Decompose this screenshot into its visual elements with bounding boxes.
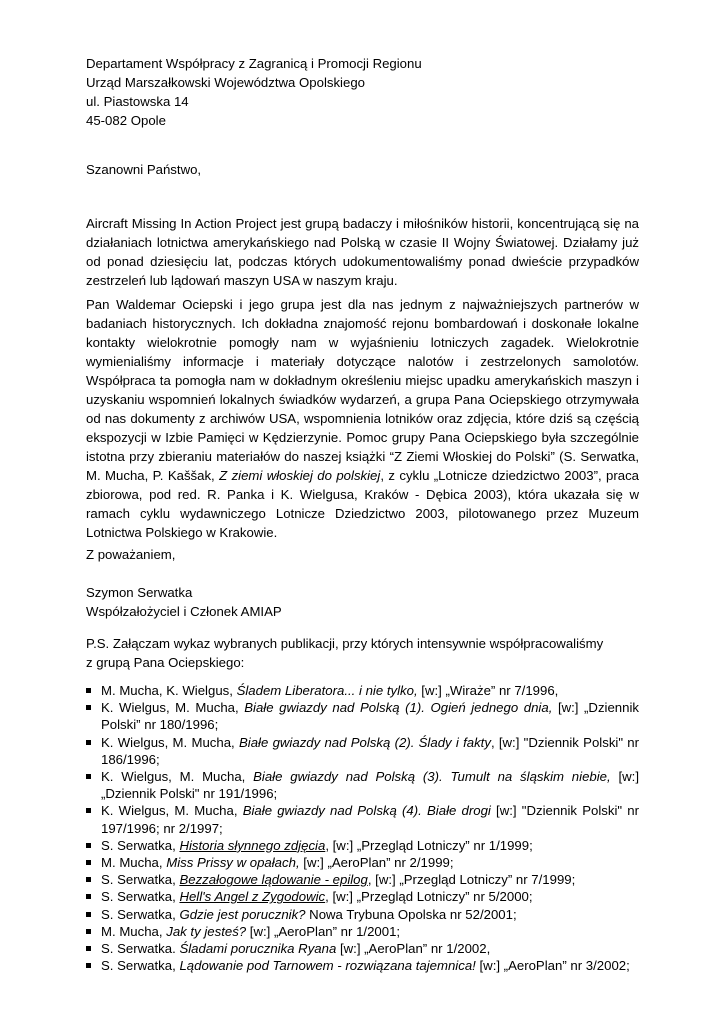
publication-authors: S. Serwatka. xyxy=(101,941,180,957)
publication-authors: S. Serwatka, xyxy=(101,906,180,922)
greeting: Szanowni Państwo, xyxy=(86,162,202,177)
address-line: Departament Współpracy z Zagranicą i Promocji Regionu xyxy=(86,56,422,71)
publication-authors: S. Serwatka, xyxy=(101,872,180,888)
publication-title: Historia słynnego zdjęcia xyxy=(179,837,326,853)
bullet-icon xyxy=(86,740,91,745)
publication-source: [w:] „Dziennik Polski” nr 180/1996; xyxy=(101,700,639,733)
publication-authors: M. Mucha, xyxy=(101,923,167,939)
publication-source: Nowa Trybuna Opolska nr 52/2001; xyxy=(305,906,517,922)
publication-item xyxy=(86,940,639,957)
publication-authors: M. Mucha, xyxy=(101,855,167,871)
publication-item xyxy=(86,682,639,699)
bullet-icon xyxy=(86,705,91,710)
publication-item xyxy=(86,871,639,888)
publication-title: Gdzie jest porucznik? xyxy=(179,906,306,922)
publication-item xyxy=(86,837,639,854)
publication-authors: K. Wielgus, M. Mucha, xyxy=(101,803,243,819)
publication-list xyxy=(86,682,639,974)
publication-item xyxy=(86,923,639,940)
publication-item xyxy=(86,768,639,802)
bullet-icon xyxy=(86,774,91,779)
publication-title: Białe gwiazdy nad Polską (3). Tumult na śląskim niebie, xyxy=(253,769,611,785)
book-title: Z ziemi włoskiej do polskiej xyxy=(219,468,381,483)
paragraph-cooperation xyxy=(86,295,639,542)
publication-authors: K. Wielgus, M. Mucha, xyxy=(101,734,239,750)
signature-name: Szymon Serwatka xyxy=(86,585,193,600)
postscript-line: P.S. Załączam wykaz wybranych publikacji, przy których intensywnie współpracowaliśmy xyxy=(86,636,604,651)
publication-authors: K. Wielgus, M. Mucha, xyxy=(101,769,254,785)
bullet-icon xyxy=(86,894,91,899)
address-line: 45-082 Opole xyxy=(86,113,166,128)
publication-source: [w:] „AeroPlan” nr 3/2002; xyxy=(475,958,630,974)
publication-title: Hell's Angel z Zygodowic xyxy=(179,889,326,905)
bullet-icon xyxy=(86,860,91,865)
publication-source: [w:] „Wiraże” nr 7/1996, xyxy=(417,683,559,698)
bullet-icon xyxy=(86,877,91,882)
publication-source: , [w:] "Dziennik Polski" nr 186/1996; xyxy=(101,734,640,767)
bullet-icon xyxy=(86,912,91,917)
signature xyxy=(86,583,282,621)
publication-title: Jak ty jesteś? xyxy=(166,923,247,939)
publication-title: Białe gwiazdy nad Polską (4). Białe drogi xyxy=(242,803,491,819)
publication-source: [w:] „AeroPlan” nr 1/2001; xyxy=(246,923,401,939)
publication-authors: S. Serwatka, xyxy=(101,958,180,974)
publication-source: [w:] "Dziennik Polski" nr 197/1996; nr 2/1997; xyxy=(101,803,639,836)
signature-role: Współzałożyciel i Członek AMIAP xyxy=(86,604,282,619)
address-line: Urząd Marszałkowski Województwa Opolskiego xyxy=(86,75,365,90)
publication-authors: S. Serwatka, xyxy=(101,837,180,853)
publication-title: Miss Prissy w opałach, xyxy=(166,855,300,871)
paragraph-text: , z cyklu „Lotnicze dziedzictwo 2003”, praca zbiorowa, pod red. R. Panka i K. Wielgusa, Kraków - Dębica 2003), która ukazała się w ramach cyklu wydawniczego Lotnicze Dziedzictwo 2003, pilotowanego przez Muzeum Lotnictwa Polskiego w Krakowie. xyxy=(86,468,640,540)
publication-source: [w:] „AeroPlan” nr 1/2002, xyxy=(336,941,491,957)
closing: Z poważaniem, xyxy=(86,547,176,562)
publication-item xyxy=(86,699,639,733)
bullet-icon xyxy=(86,808,91,813)
recipient-address xyxy=(86,54,422,130)
bullet-icon xyxy=(86,688,91,693)
paragraph-intro: Aircraft Missing In Action Project jest grupą badaczy i miłośników historii, koncentrującą się na działaniach lotnictwa amerykańskiego nad Polską w czasie II Wojny Światowej. Działamy już od ponad dziesięciu lat, podczas których udokumentowaliśmy ponad dwieście przypadków zestrzeleń lub lądowań maszyn USA w naszym kraju. xyxy=(86,216,639,288)
publication-item xyxy=(86,906,639,923)
publication-authors: S. Serwatka, xyxy=(101,889,180,905)
bullet-icon xyxy=(86,843,91,848)
bullet-icon xyxy=(86,929,91,934)
publication-source: [w:] „Dziennik Polski" nr 191/1996; xyxy=(101,769,639,802)
publication-source: [w:] „AeroPlan” nr 2/1999; xyxy=(299,855,454,871)
paragraph-text: Pan Waldemar Ociepski i jego grupa jest dla nas jednym z najważniejszych partnerów w badaniach historycznych. Ich dokładna znajomość rejonu bombardowań i doskonałe lokalne kontakty wielokrotnie pomogły nam w wyjaśnieniu lotniczych zagadek. Wielokrotnie wymienialiśmy informacje i materiały dotyczące nalotów i zestrzelonych samolotów. Współpraca ta pomogła nam w dokładnym określeniu miejsc upadku amerykańskich maszyn i uzyskaniu wspomnień lokalnych świadków wydarzeń, a grupa Pana Ociepskiego otrzymywała od nas dokumenty z archiwów USA, wspomnienia lotników oraz zdjęcia, które dziś są częścią ekspozycji w Izbie Pamięci w Kędzierzynie. Pomoc grupy Pana Ociepskiego była szczególnie istotna przy zbieraniu materiałów do naszej książki “Z Ziemi Włoskiej do Polski” (S. Serwatka, M. Mucha, P. Kaššak, xyxy=(86,297,639,483)
publication-title: Bezzałogowe lądowanie - epilog xyxy=(179,872,368,888)
publication-item xyxy=(86,888,639,905)
publication-source: , [w:] „Przegląd Lotniczy” nr 1/1999; xyxy=(325,837,533,853)
bullet-icon xyxy=(86,963,91,968)
publication-source: , [w:] „Przegląd Lotniczy” nr 7/1999; xyxy=(367,872,576,888)
publication-title: Białe gwiazdy nad Polską (1). Ogień jednego dnia, xyxy=(244,700,553,716)
publication-title: Śladem Liberatora... i nie tylko, xyxy=(236,683,418,698)
publication-authors: M. Mucha, K. Wielgus, xyxy=(101,683,237,698)
address-line: ul. Piastowska 14 xyxy=(86,94,189,109)
publication-item xyxy=(86,957,639,974)
publication-title: Śladami porucznika Ryana xyxy=(179,941,337,957)
publication-authors: K. Wielgus, M. Mucha, xyxy=(101,700,245,716)
publication-item xyxy=(86,802,639,836)
publication-title: Białe gwiazdy nad Polską (2). Ślady i fakty xyxy=(238,734,491,750)
postscript-line: z grupą Pana Ociepskiego: xyxy=(86,655,245,670)
publication-title: Lądowanie pod Tarnowem - rozwiązana tajemnica! xyxy=(179,958,476,974)
publication-item xyxy=(86,734,639,768)
publication-source: , [w:] „Przegląd Lotniczy” nr 5/2000; xyxy=(325,889,533,905)
publication-item xyxy=(86,854,639,871)
postscript xyxy=(86,634,639,672)
bullet-icon xyxy=(86,946,91,951)
